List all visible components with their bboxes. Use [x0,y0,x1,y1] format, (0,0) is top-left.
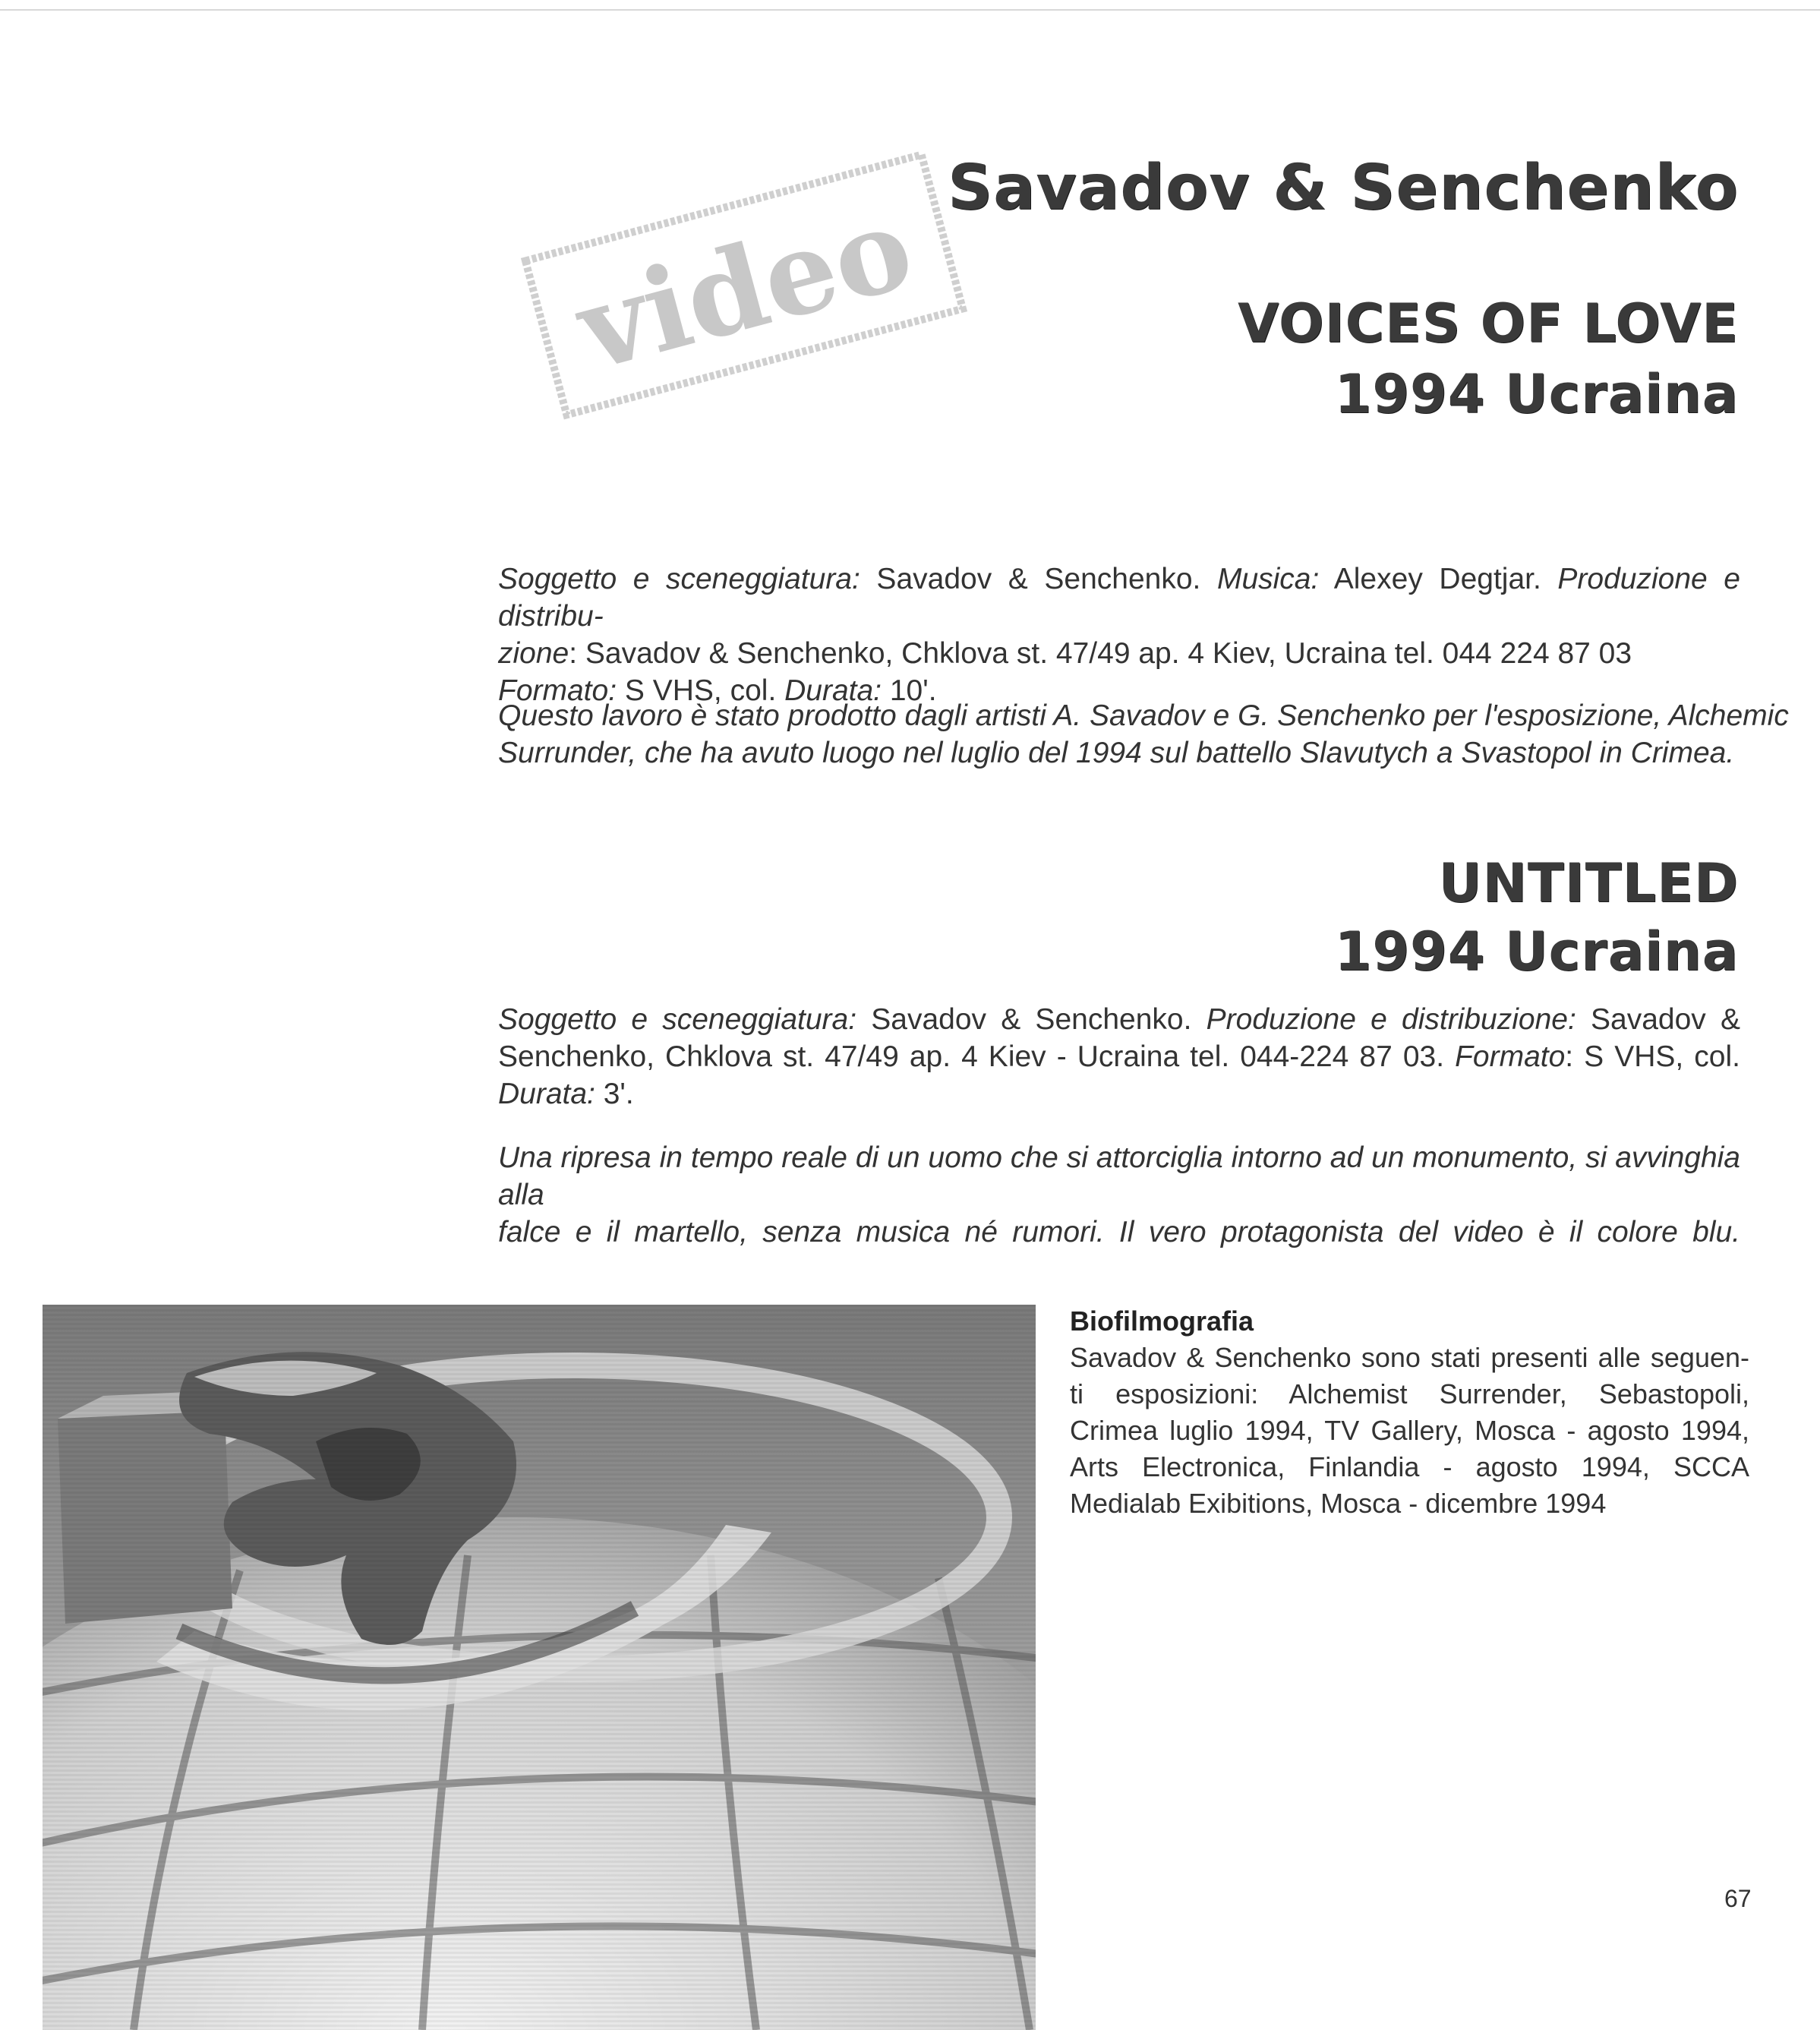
bio-line-2: ti esposizioni: Alchemist Surrender, Sebastopoli, [1070,1378,1749,1409]
credit-value: Alexey Degtjar. [1319,563,1558,595]
credit-label: Soggetto e sceneggiatura: [498,563,860,595]
credit-label: Durata: [498,1078,595,1110]
bio-heading: Biofilmografia [1070,1305,1254,1337]
video-still-photo [43,1305,1036,2030]
work-1-year-country: 1994 Ucraina [1334,363,1739,425]
bio-line-1: Savadov & Senchenko sono stati presenti alle seguen- [1070,1342,1749,1373]
work-1-title: VOICES OF LOVE [1238,292,1739,355]
bio-text [1070,1340,1749,1522]
credit-label: Soggetto e sceneggiatura: [498,1003,857,1036]
credit-label: Produzione e distribu- [498,563,1740,633]
work-1-credits [498,560,1740,709]
work-1-description-line-2: Surrunder, che ha avuto luogo nel luglio del 1994 sul battello Slavutych a Svastopol in Crimea. [498,737,1735,769]
work-2-credits [498,1001,1740,1113]
work-1-description [498,697,1789,772]
work-2-year-country: 1994 Ucraina [1334,920,1739,983]
video-stamp [514,138,974,431]
work-2-description [498,1139,1740,1251]
video-still-graphic [43,1305,1036,2030]
credit-value: Senchenko, Chklova st. 47/49 ap. 4 Kiev - Ucraina tel. 044-224 87 03. [498,1040,1456,1073]
credit-label: Formato: [498,674,617,707]
bio-section [1070,1303,1749,1522]
video-stamp-graphic [514,138,974,431]
credit-value: 3'. [595,1078,634,1110]
credit-value: S VHS, col. [617,674,785,707]
video-stamp-text: video [564,180,926,397]
credit-value: Savadov & Senchenko. [860,563,1217,595]
credit-label: zione [498,637,569,670]
work-1-description-line-1: Questo lavoro è stato prodotto dagli artisti A. Savadov e G. Senchenko per l'esposizione, Alchemic [498,699,1789,732]
work-1-credits-line-2 [498,635,1740,672]
work-2-credits-line-1 [498,1001,1740,1038]
artist-name: Savadov & Senchenko [948,152,1739,224]
work-2-description-line-2: falce e il martello, senza musica né rumori. Il vero protagonista del video è il colore blu. [498,1216,1740,1248]
credit-label: Produzione e distribuzione: [1206,1003,1576,1036]
credit-label: Durata: [784,674,882,707]
credit-value: : Savadov & Senchenko, Chklova st. 47/49 ap. 4 Kiev, Ucraina tel. 044 224 87 03 [569,637,1632,670]
credit-value: : S VHS, col. [1565,1040,1740,1073]
work-2-credits-line-3 [498,1075,1740,1113]
credit-value: Savadov & Senchenko. [856,1003,1206,1036]
top-rule [0,9,1820,11]
credit-label: Musica: [1216,563,1320,595]
bio-line-5: Medialab Exibitions, Mosca - dicembre 1994 [1070,1488,1607,1519]
bio-line-3: Crimea luglio 1994, TV Gallery, Mosca - agosto 1994, [1070,1415,1749,1446]
work-2-title: UNTITLED [1438,852,1739,914]
credit-label: Formato [1455,1040,1566,1073]
page-number: 67 [1724,1885,1752,1912]
work-2-credits-line-2 [498,1038,1740,1075]
bio-line-4: Arts Electronica, Finlandia - agosto 1994, SCCA [1070,1451,1749,1482]
credit-value: 10'. [882,674,937,707]
work-1-credits-line-1 [498,560,1740,635]
work-2-description-line-1: Una ripresa in tempo reale di un uomo che si attorciglia intorno ad un monumento, si avvinghia alla [498,1141,1740,1211]
credit-value: Savadov & [1576,1003,1740,1036]
